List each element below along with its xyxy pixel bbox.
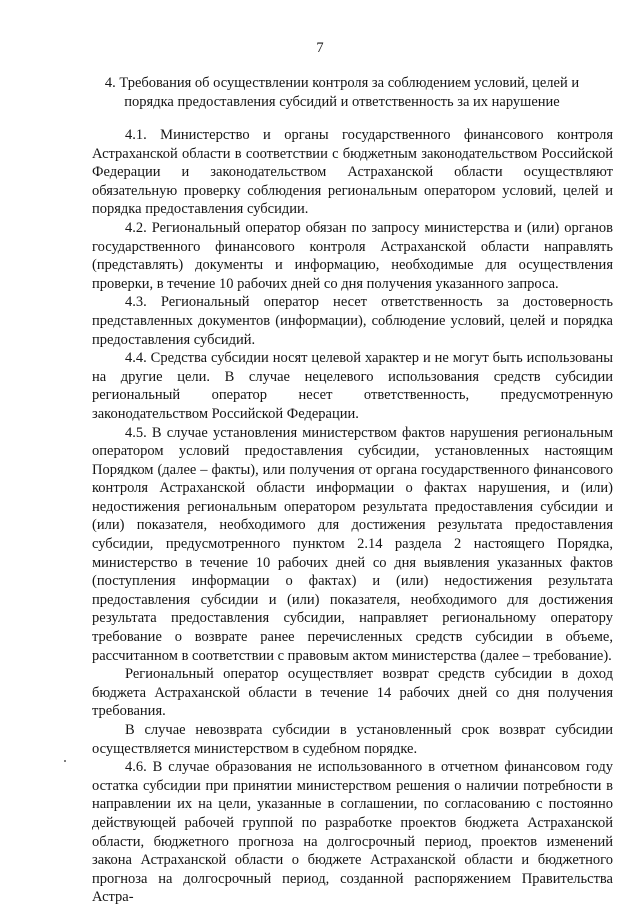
scan-speck xyxy=(64,760,66,762)
paragraph-4-5: 4.5. В случае установления министерством фактов нарушения региональным оператором условий предоставления субсидии, установленных настоящим Порядком (далее – факты), или получения от органа государственного финансового контроля Астраханской области информации о фактах нарушения, и (или) недостижения региональным оператором результата предоставления субсидии и (или) показателя, необходимого для достижения результата предоставления субсидии, предусмотренного пунктом 2.14 раздела 2 настоящего Порядка, министерство в течение 10 рабочих дней со дня выявления указанных фактов (поступления информации о фактах) и (или) недостижения результата предоставления субсидии и (или) показателя, необходимого для достижения результата предоставления субсидии, направляет региональному оператору требование о возврате ранее перечисленных средств субсидии в объеме, рассчитанном в соответствии с правовым актом министерства (далее – требование). xyxy=(92,424,613,664)
paragraph-4-6: 4.6. В случае образования не использованного в отчетном финансовом году остатка субсидии при принятии министерством решения о наличии потребности в направлении их на цели, указанные в соглашении, по согласованию с постоянно действующей рабочей группой по разработке проектов бюджета Астраханской области, бюджетного прогноза на долгосрочный период, проектов изменений закона Астраханской области о бюджете Астраханской области и бюджетного прогноза на долгосрочный период, созданной распоряжением Правительства Астра- xyxy=(92,759,613,906)
paragraph-4-2: 4.2. Региональный оператор обязан по запросу министерства и (или) органов государственного финансового контроля Астраханской области направлять (представлять) документы и информацию, необходимые для осуществления проверки, в течение 10 рабочих дней со дня получения указанного запроса. xyxy=(92,219,613,292)
section-heading: 4. Требования об осуществлении контроля за соблюдением условий, целей и порядка предоставления субсидий и ответственность за их нарушение xyxy=(104,75,580,110)
paragraph-court-recovery: В случае невозврата субсидии в установленный срок возврат субсидии осуществляется министерством в судебном порядке. xyxy=(92,722,613,757)
page-number: 7 xyxy=(316,40,324,56)
document-body xyxy=(92,126,613,907)
paragraph-4-1: 4.1. Министерство и органы государственного финансового контроля Астраханской области в соответствии с бюджетным законодательством Российской Федерации и законодательством Астраханской области осуществляют обязательную проверку соблюдения региональным оператором условий, целей и порядка предоставления субсидии. xyxy=(92,127,613,218)
paragraph-4-3: 4.3. Региональный оператор несет ответственность за достоверность представленных документов (информации), соблюдение условий, целей и порядка предоставления субсидий. xyxy=(92,294,613,348)
paragraph-refund-term: Региональный оператор осуществляет возврат средств субсидии в доход бюджета Астраханской области в течение 14 рабочих дней со дня получения требования. xyxy=(92,666,613,720)
paragraph-4-4: 4.4. Средства субсидии носят целевой характер и не могут быть использованы на другие цели. В случае нецелевого использования средств субсидии региональный оператор несет ответственность, предусмотренную законодательством Российской Федерации. xyxy=(92,350,613,422)
